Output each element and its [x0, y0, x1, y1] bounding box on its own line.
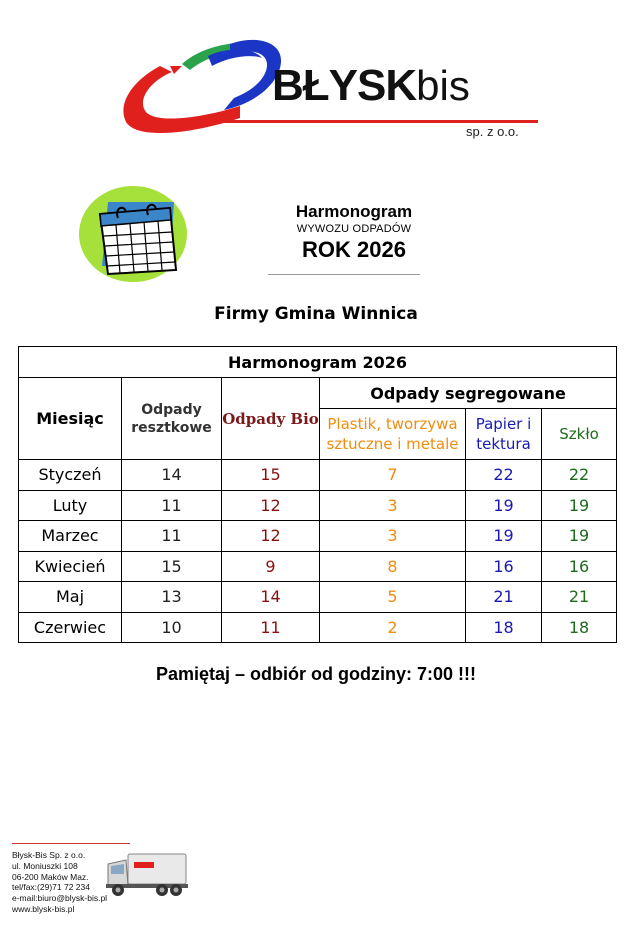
- footer-website: www.blysk-bis.pl: [12, 903, 75, 914]
- cell-glass: 19: [542, 521, 617, 552]
- footer-divider: [12, 843, 130, 844]
- cell-plastic: 5: [320, 582, 466, 613]
- cell-plastic: 2: [320, 612, 466, 643]
- cell-glass: 21: [542, 582, 617, 613]
- calendar-icon: [78, 178, 188, 284]
- cell-bio: 15: [222, 460, 320, 491]
- cell-bio: 11: [222, 612, 320, 643]
- cell-month: Czerwiec: [19, 612, 122, 643]
- company-logo-subtitle: sp. z o.o.: [466, 124, 519, 139]
- col-header-glass: Szkło: [542, 409, 617, 460]
- cell-plastic: 7: [320, 460, 466, 491]
- cell-plastic: 3: [320, 490, 466, 521]
- header-year: ROK 2026: [302, 237, 406, 262]
- cell-paper: 22: [466, 460, 542, 491]
- cell-glass: 22: [542, 460, 617, 491]
- header-title: Harmonogram: [295, 202, 413, 221]
- cell-month: Marzec: [19, 521, 122, 552]
- cell-month: Kwiecień: [19, 551, 122, 582]
- footer-contact: [12, 850, 107, 915]
- cell-month: Luty: [19, 490, 122, 521]
- cell-bio: 9: [222, 551, 320, 582]
- col-header-segregated: Odpady segregowane: [320, 378, 617, 409]
- cell-bio: 12: [222, 490, 320, 521]
- garbage-truck-icon: [104, 846, 190, 898]
- table-row: [19, 460, 617, 491]
- firm-title: Firmy Gmina Winnica: [214, 304, 418, 324]
- footer-email: e-mail:biuro@blysk-bis.pl: [12, 893, 108, 904]
- table-row: [19, 582, 617, 613]
- header-subtitle: WYWOZU ODPADÓW: [296, 223, 412, 235]
- cell-glass: 16: [542, 551, 617, 582]
- cell-month: Styczeń: [19, 460, 122, 491]
- cell-residual: 15: [122, 551, 222, 582]
- pickup-time-reminder: Pamiętaj – odbiór od godziny: 7:00 !!!: [155, 664, 477, 684]
- table-title: Harmonogram 2026: [19, 347, 617, 378]
- col-header-residual: Odpady resztkowe: [122, 378, 222, 460]
- table-row: [19, 521, 617, 552]
- footer-city: 06-200 Maków Maz.: [12, 871, 89, 882]
- cell-bio: 14: [222, 582, 320, 613]
- cell-paper: 19: [466, 521, 542, 552]
- cell-residual: 13: [122, 582, 222, 613]
- table-row: [19, 551, 617, 582]
- company-logo-text: BŁYSKbis: [272, 61, 470, 110]
- cell-paper: 21: [466, 582, 542, 613]
- schedule-table: [18, 346, 617, 643]
- col-header-month: Miesiąc: [19, 378, 122, 460]
- col-header-paper: Papier i tektura: [466, 409, 542, 460]
- cell-glass: 19: [542, 490, 617, 521]
- cell-residual: 11: [122, 521, 222, 552]
- schedule-header: [236, 202, 472, 264]
- footer-street: ul. Moniuszki 108: [12, 860, 78, 871]
- header-divider: [268, 274, 420, 275]
- footer-phone: tel/fax:(29)71 72 234: [12, 882, 90, 893]
- cell-residual: 11: [122, 490, 222, 521]
- cell-paper: 19: [466, 490, 542, 521]
- col-header-plastic: Plastik, tworzywa sztuczne i metale: [320, 409, 466, 460]
- cell-bio: 12: [222, 521, 320, 552]
- table-row: [19, 612, 617, 643]
- col-header-bio: Odpady Bio: [222, 378, 320, 460]
- cell-plastic: 3: [320, 521, 466, 552]
- cell-residual: 14: [122, 460, 222, 491]
- cell-glass: 18: [542, 612, 617, 643]
- cell-paper: 16: [466, 551, 542, 582]
- cell-residual: 10: [122, 612, 222, 643]
- cell-month: Maj: [19, 582, 122, 613]
- footer-company: Błysk-Bis Sp. z o.o.: [12, 850, 86, 860]
- cell-plastic: 8: [320, 551, 466, 582]
- table-row: [19, 490, 617, 521]
- cell-paper: 18: [466, 612, 542, 643]
